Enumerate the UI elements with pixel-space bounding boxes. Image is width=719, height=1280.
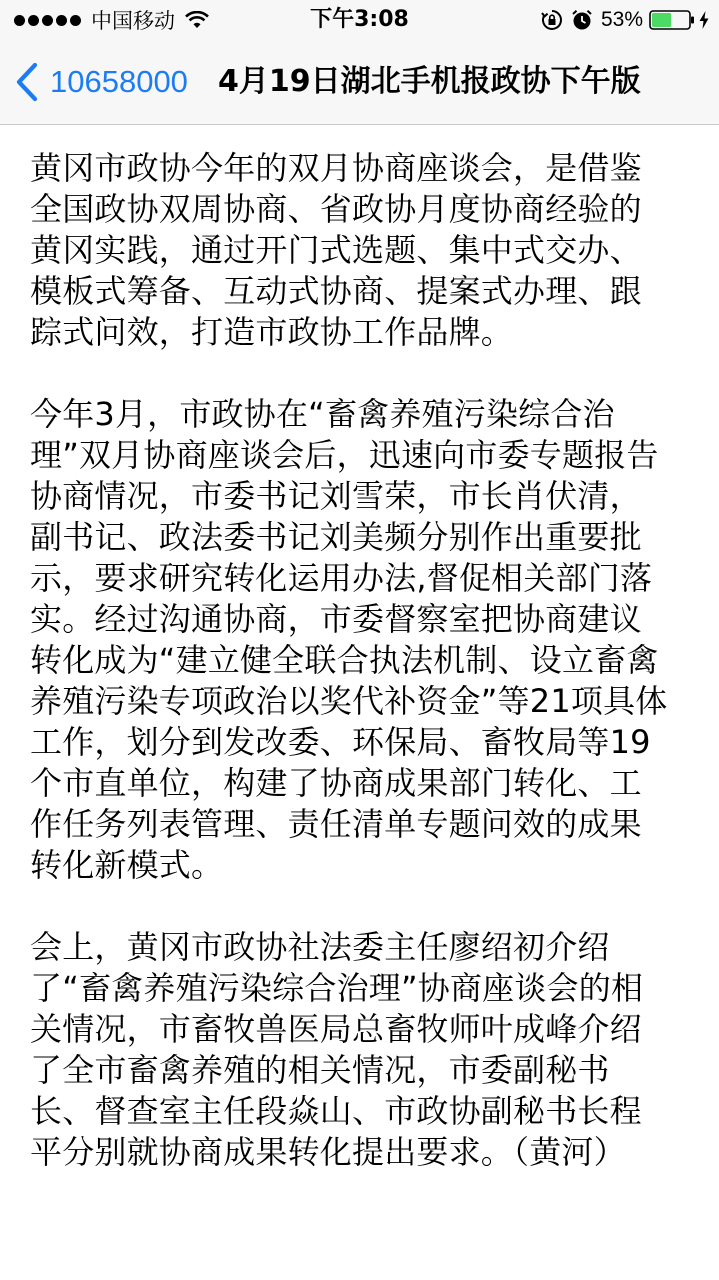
text-line: 了“畜禽养殖污染综合治理”协商座谈会的相 <box>30 969 644 1007</box>
text-line: 平分别就协商成果转化提出要求。（黄河） <box>30 1133 626 1171</box>
navigation-bar <box>0 40 719 125</box>
text-line: 转化成为“建立健全联合执法机制、设立畜禽 <box>30 641 659 679</box>
status-right <box>541 0 709 40</box>
battery-percent: 53% <box>600 8 643 31</box>
text-line: 示，要求研究转化运用办法,督促相关部门落 <box>30 559 653 597</box>
text-line: 副书记、政法委书记刘美频分别作出重要批 <box>30 518 642 556</box>
text-line: 长、督查室主任段焱山、市政协副秘书长程 <box>30 1092 642 1130</box>
status-time: 下午3:08 <box>310 7 409 32</box>
message-paragraph <box>30 148 702 353</box>
text-line: 全国政协双周协商、省政协月度协商经验的 <box>30 190 642 228</box>
chevron-left-icon <box>14 62 38 102</box>
text-line: 转化新模式。 <box>30 846 224 884</box>
text-line: 会上，黄冈市政协社法委主任廖绍初介绍 <box>30 928 610 966</box>
text-line: 个市直单位，构建了协商成果部门转化、工 <box>30 764 642 802</box>
text-line: 工作，划分到发改委、环保局、畜牧局等19 <box>30 723 651 761</box>
text-line: 今年3月，市政协在“畜禽养殖污染综合治 <box>30 395 615 433</box>
text-line: 养殖污染专项政治以奖代补资金”等21项具体 <box>30 682 668 720</box>
text-line: 协商情况，市委书记刘雪荣，市长肖伏清， <box>30 477 642 515</box>
battery-icon <box>649 10 695 30</box>
text-line: 作任务列表管理、责任清单专题问效的成果 <box>30 805 642 843</box>
charging-bolt-icon <box>699 11 709 29</box>
back-button[interactable] <box>14 40 188 124</box>
rotation-lock-icon <box>541 9 563 31</box>
page-title: 4月19日湖北手机报政协下午版 <box>218 64 641 99</box>
back-label-sender-number: 10658000 <box>50 64 188 99</box>
text-line: 踪式问效，打造市政协工作品牌。 <box>30 313 514 351</box>
text-line: 理”双月协商座谈会后，迅速向市委专题报告 <box>30 436 659 474</box>
alarm-icon <box>571 9 593 31</box>
text-line: 关情况，市畜牧兽医局总畜牧师叶成峰介绍 <box>30 1010 642 1048</box>
text-line: 黄冈市政协今年的双月协商座谈会，是借鉴 <box>30 149 642 187</box>
carrier-name: 中国移动 <box>91 9 175 33</box>
text-line: 模板式筹备、互动式协商、提案式办理、跟 <box>30 272 642 310</box>
message-paragraph <box>30 927 702 1173</box>
message-body <box>30 148 702 1214</box>
text-line: 了全市畜禽养殖的相关情况，市委副秘书 <box>30 1051 610 1089</box>
message-paragraph <box>30 394 702 886</box>
status-bar <box>0 0 719 40</box>
text-line: 实。经过沟通协商，市委督察室把协商建议 <box>30 600 642 638</box>
text-line: 黄冈实践，通过开门式选题、集中式交办、 <box>30 231 642 269</box>
